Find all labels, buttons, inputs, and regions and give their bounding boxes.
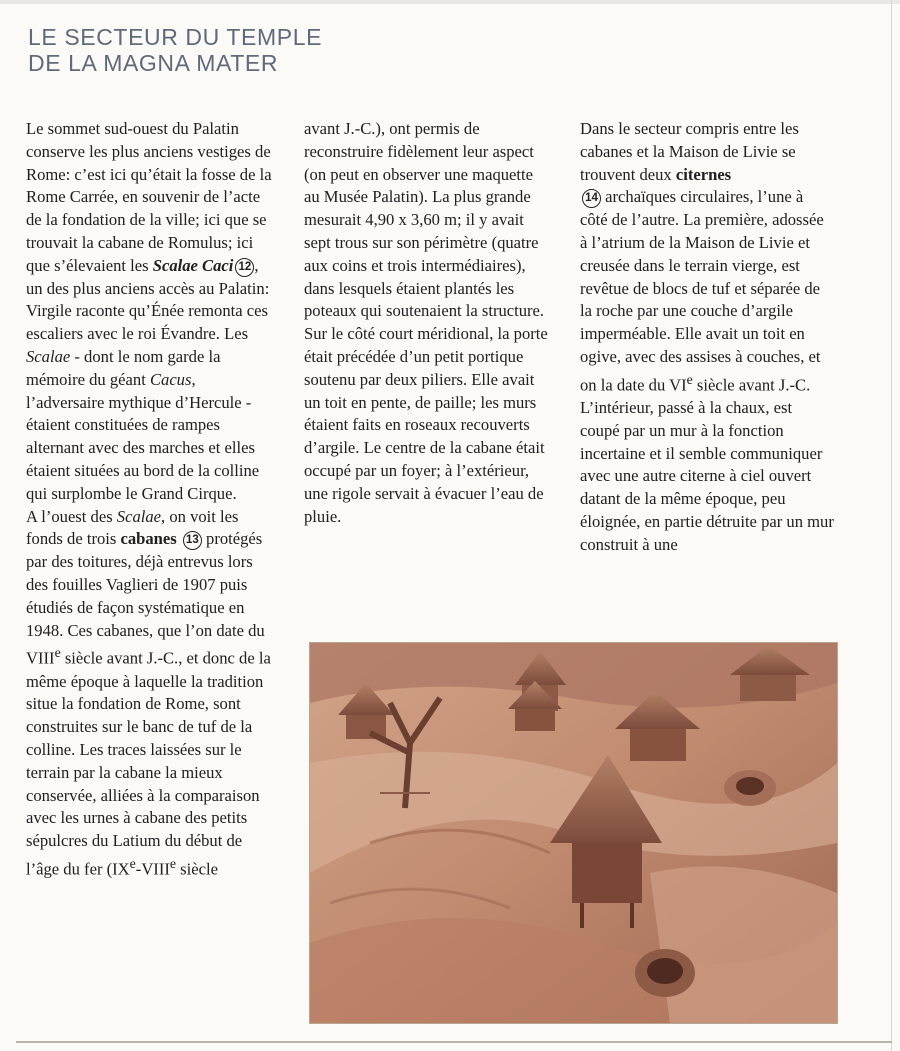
term-scalae: Scalae bbox=[116, 506, 162, 526]
superscript: e bbox=[129, 856, 136, 872]
text-column-3 bbox=[580, 118, 835, 557]
text-run: protégés par des toitures, déjà entrevus lors des fouilles Vaglieri de 1907 puis étudiés de façon systématique en 1948. Ces cabanes, que l’on date du VIII bbox=[26, 529, 265, 668]
text-run: siècle avant J.-C. L’intérieur, passé à la chaux, est coupé par un mur à la fonction incertaine et il semble communiquer avec une autre citerne à ciel ouvert datant de la même époque, peu éloignée, en partie détruite par un mur construit à une bbox=[580, 375, 834, 554]
hut-village-model-photo bbox=[309, 642, 838, 1024]
paragraph-2 bbox=[26, 506, 276, 882]
text-run: -VIII bbox=[135, 859, 170, 879]
paragraph-4 bbox=[580, 118, 835, 557]
term-scalae-caci: Scalae Caci bbox=[152, 255, 234, 275]
text-run: A l’ouest des bbox=[26, 506, 117, 526]
paragraph-3: avant J.-C.), ont permis de reconstruire fidèlement leur aspect (on peut en observer une maquette au Musée Palatin). La plus grande mesurait 4,90 x 3,60 m; il y avait sept trous sur son périmètre (quatre aux coins et trois intermédiaires), dans lesquels étaient plantés les poteaux qui soutenaient la structure. Sur le côté court méridional, la porte était précédée d’un petit portique soutenu par deux piliers. Elle avait un toit en pente, de paille; les murs étaient faits en roseaux recouverts d’argile. Le centre de la cabane était occupé par un foyer; à l’extérieur, une rigole servait à évacuer l’eau de pluie. bbox=[304, 119, 548, 526]
bottom-rule bbox=[16, 1041, 892, 1043]
title-line-2: DE LA MAGNA MATER bbox=[28, 50, 279, 76]
text-column-1 bbox=[26, 118, 276, 881]
right-rule bbox=[891, 0, 892, 1051]
superscript: e bbox=[169, 856, 177, 872]
paragraph-1 bbox=[26, 118, 276, 506]
text-run: siècle bbox=[176, 859, 218, 879]
text-run: - dont le nom garde la mémoire du géant bbox=[26, 346, 221, 389]
term-citernes: citernes bbox=[675, 164, 732, 184]
text-run: , un des plus anciens accès au Palatin: Virgile raconte qu’Énée remonta ces escaliers avec le roi Évandre. Les bbox=[26, 255, 270, 344]
text-run: Dans le secteur compris entre les cabanes et la Maison de Livie se trouvent deux bbox=[580, 119, 799, 184]
text-run: Le sommet sud-ouest du Palatin conserve les plus anciens vestiges de Rome: c’est ici qu’était la fosse de la Rome Carrée, en souvenir de l’acte de la fondation de la ville; ici que se trouvait la cabane de Romulus; ici que s’élevaient les bbox=[26, 119, 272, 275]
text-run: , on voit les fonds de trois bbox=[26, 506, 239, 549]
text-run: , l’adversaire mythique d’Hercule - étaient constituées de rampes alternant avec des marches et elles étaient situées au bord de la colline qui surplombe le Grand Cirque. bbox=[26, 369, 260, 503]
term-scalae: Scalae bbox=[26, 346, 71, 366]
top-rule bbox=[0, 0, 900, 4]
superscript: e bbox=[686, 371, 693, 387]
superscript: e bbox=[54, 645, 61, 661]
term-cabanes: cabanes bbox=[120, 529, 177, 549]
text-run: siècle avant J.-C., et donc de la même époque à laquelle la tradition situe la fondation de Rome, sont construites sur le banc de tuf de la colline. Les traces laissées sur le terrain par la cabane la mieux conservée, alliées à la comparaison avec les urnes à cabane des petits sépulcres du Latium du début de l’âge du fer (IX bbox=[26, 648, 271, 879]
term-cacus: Cacus bbox=[149, 369, 192, 389]
text-column-2 bbox=[304, 118, 549, 528]
text-run: archaïques circulaires, l’une à côté de l’autre. La première, adossée à l’atrium de la Maison de Livie et creusée dans le terrain vierge, est revêtue de blocs de tuf et séparée de la roche par une couche d’argile imperméable. Elle avait un toit en ogive, avec des assises à couches, et on la date du VI bbox=[580, 187, 824, 395]
ref-marker-12: 12 bbox=[235, 258, 254, 277]
page-title bbox=[28, 24, 322, 76]
photo-illustration bbox=[310, 643, 837, 1023]
title-line-1: LE SECTEUR DU TEMPLE bbox=[28, 24, 323, 50]
ref-marker-13: 13 bbox=[183, 531, 202, 550]
ref-marker-14: 14 bbox=[582, 189, 601, 208]
